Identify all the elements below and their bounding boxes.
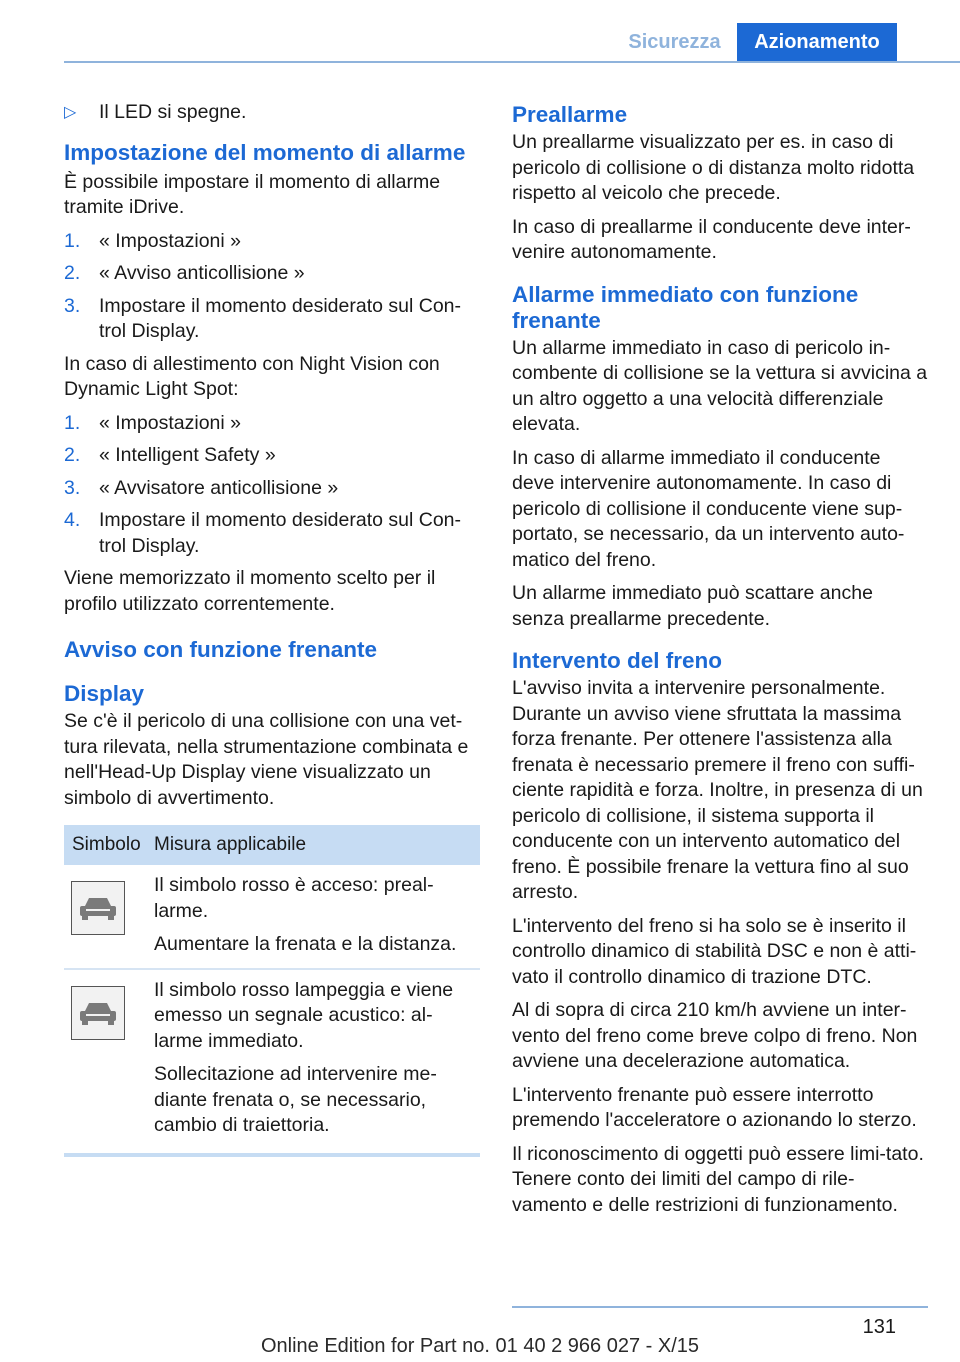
list-number: 1. xyxy=(64,411,81,434)
header-rule xyxy=(64,61,960,63)
list-number: 3. xyxy=(64,476,81,499)
measure-cell xyxy=(154,978,480,1139)
list-item xyxy=(64,229,480,255)
measure-text: Sollecitazione ad intervenire me‐diante frenata o, se necessario, cambio di traiettoria. xyxy=(154,1063,437,1136)
paragraph: In caso di allarme immediato il conducente deve intervenire autonomamente. In caso di pericolo di collisione il conducente viene sup‐portato, se necessario, da un intervento auto‐matico del freno. xyxy=(512,446,905,571)
heading-preallarme: Preallarme xyxy=(512,102,628,127)
paragraph: L'avviso invita a intervenire personalmente. Durante un avviso viene sfruttata la massima forza frenante. Per ottenere l'assistenza alla frenata è necessario premere il freno con suffi‐ciente rapidità e forza. Inoltre, in presenza di un pericolo di collisione, il sistema supporta il conducente con un intervento automatico del freno. È possibile frenare la vettura fino al suo arresto. xyxy=(512,677,923,903)
measure-cell xyxy=(154,873,480,958)
tab-azionamento[interactable]: Azionamento xyxy=(737,23,897,61)
paragraph: Il riconoscimento di oggetti può essere limi‐tato. Tenere conto dei limiti del campo di rile‐vamento e delle restrizioni di funzionamento. xyxy=(512,1142,924,1216)
heading-allarme-immediato: Allarme immediato con funzione frenante xyxy=(512,281,859,333)
footer-edition: Online Edition for Part no. 01 40 2 966 027 - X/15 xyxy=(260,1335,700,1357)
list-text: « Impostazioni » xyxy=(99,229,241,252)
tab-sicurezza[interactable]: Sicurezza xyxy=(612,23,737,61)
paragraph: L'intervento del freno si ha solo se è inserito il controllo dinamico di stabilità DSC e non è atti‐vato il controllo dinamico di trazione DTC. xyxy=(512,914,917,988)
list-item xyxy=(64,476,480,502)
list-text: Impostare il momento desiderato sul Con‐trol Display. xyxy=(99,509,461,557)
list-text: « Avviso anticollisione » xyxy=(99,262,305,284)
footer-rule xyxy=(512,1306,928,1308)
paragraph-display: Se c'è il pericolo di una collisione con una vet‐tura rilevata, nella strumentazione combinata e nell'Head-Up Display viene visualizzato un simbolo di avvertimento. xyxy=(64,710,469,809)
left-column xyxy=(64,100,480,1157)
list-number: 2. xyxy=(64,262,81,284)
list-text: « Intelligent Safety » xyxy=(99,444,276,466)
list-item xyxy=(64,443,480,469)
triangle-right-icon: ▷ xyxy=(64,104,77,121)
heading-avviso-frenante: Avviso con funzione frenante xyxy=(64,637,377,662)
paragraph-impostazione: È possibile impostare il momento di allarme tramite iDrive. xyxy=(64,170,441,218)
car-warning-icon xyxy=(71,881,125,935)
measure-text: Il simbolo rosso lampeggia e viene emesso un segnale acustico: al‐larme immediato. xyxy=(154,978,454,1052)
list-number: 1. xyxy=(64,229,81,252)
paragraph-memorizzato: Viene memorizzato il momento scelto per il profilo utilizzato correntemente. xyxy=(64,567,436,615)
list-number: 2. xyxy=(64,444,81,466)
arrow-item-text: Il LED si spegne. xyxy=(99,101,247,123)
paragraph: Un preallarme visualizzato per es. in caso di pericolo di collisione o di distanza molto ridotta rispetto al veicolo che precede. xyxy=(512,131,915,204)
list-text: « Impostazioni » xyxy=(99,411,241,434)
list-item xyxy=(64,508,480,559)
heading-impostazione: Impostazione del momento di allarme xyxy=(64,139,466,165)
paragraph: L'intervento frenante può essere interrotto premendo l'acceleratore o azionando lo sterzo. xyxy=(512,1083,917,1131)
paragraph: Un allarme immediato può scattare anche senza preallarme precedente. xyxy=(512,582,873,630)
heading-display: Display xyxy=(64,681,145,706)
paragraph: In caso di preallarme il conducente deve inter‐venire autonomamente. xyxy=(512,215,911,263)
right-column xyxy=(512,100,928,1226)
steps-list-2 xyxy=(64,411,480,560)
column-header-misura: Misura applicabile xyxy=(154,834,307,856)
symbol-cell xyxy=(64,873,154,958)
symbol-cell xyxy=(64,978,154,1139)
list-number: 4. xyxy=(64,509,81,531)
car-warning-icon xyxy=(71,986,125,1040)
symbol-table xyxy=(64,825,480,1157)
table-row xyxy=(64,970,480,1157)
table-header xyxy=(64,825,480,865)
column-header-simbolo: Simbolo xyxy=(72,834,141,856)
list-text: Impostare il momento desiderato sul Con‐trol Display. xyxy=(99,294,461,342)
table-row xyxy=(64,865,480,970)
list-text: « Avvisatore anticollisione » xyxy=(99,476,339,499)
page-number: 131 xyxy=(862,1316,896,1338)
list-item xyxy=(64,294,480,345)
heading-intervento-freno: Intervento del freno xyxy=(512,648,723,673)
measure-text: Il simbolo rosso è acceso: preal‐larme. xyxy=(154,874,434,922)
list-item xyxy=(64,261,480,287)
arrow-list-item xyxy=(64,100,480,126)
list-number: 3. xyxy=(64,294,81,317)
paragraph: Al di sopra di circa 210 km/h avviene un inter‐vento del freno come breve colpo di freno. Non avviene una decelerazione automatica. xyxy=(512,999,918,1072)
list-item xyxy=(64,411,480,437)
paragraph: Un allarme immediato in caso di pericolo in‐combente di collisione se la vettura si avvicina a un altro oggetto a una velocità differenziale elevata. xyxy=(512,336,928,435)
measure-text: Aumentare la frenata e la distanza. xyxy=(154,933,457,955)
paragraph-night-vision: In caso di allestimento con Night Vision con Dynamic Light Spot: xyxy=(64,352,440,400)
steps-list-1 xyxy=(64,229,480,345)
